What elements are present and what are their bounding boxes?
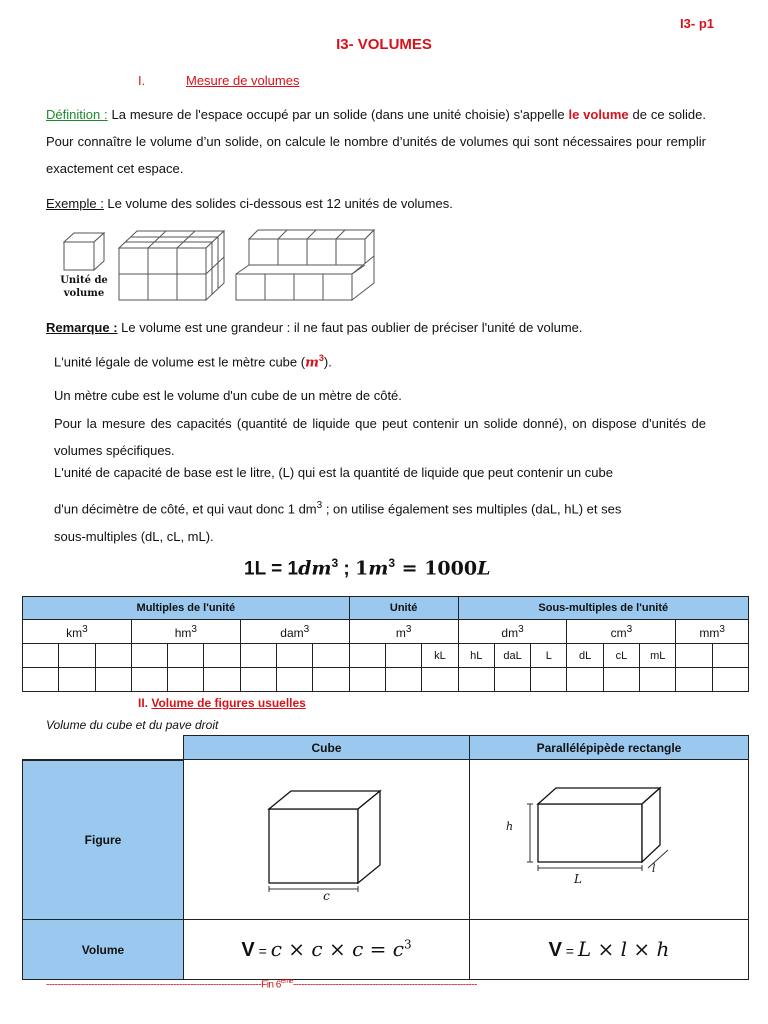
example-label: Exemple : — [46, 196, 104, 211]
cap-kL: kL — [422, 644, 458, 668]
section-1-title: Mesure de volumes — [186, 73, 300, 88]
remark-line — [46, 320, 583, 335]
legal-unit-close: ). — [323, 354, 332, 370]
column-box: Parallélépipède rectangle — [470, 736, 749, 760]
paragraph-5: sous-multiples (dL, cL, mL). — [54, 529, 214, 544]
footer-right: ----------------------------------------------------------------- — [292, 979, 477, 991]
paragraph-2: Pour la mesure des capacités (quantité de liquide que peut contenir un solide donné), on dispose d'unités de volumes spécifiques. — [54, 416, 706, 458]
footer-sup: ème — [280, 978, 293, 985]
header-multiples: Multiples de l'unité — [23, 597, 350, 620]
unit-volume-caption-line-2: volume — [63, 288, 105, 299]
paragraph-4 — [54, 500, 621, 516]
cube-volume-formula — [184, 920, 470, 980]
box-figure-cell — [470, 760, 749, 920]
formula-dm: dm — [298, 557, 332, 580]
legal-unit-exponent: 3 — [318, 353, 324, 363]
cube-diagram — [257, 776, 397, 896]
unit-km3: $km^3$ — [23, 620, 132, 644]
cap-daL: daL — [494, 644, 530, 668]
solid-12-cubes-b — [236, 230, 374, 300]
section-2-subtitle: Volume du cube et du pave droit — [46, 718, 219, 732]
example-text: Le volume des solides ci-dessous est 12 unités de volumes. — [103, 196, 453, 211]
footer-line — [46, 978, 736, 990]
paragraph-4-a: d'un décimètre de côté, et qui vaut donc 1 dm — [54, 501, 317, 517]
formula-left: 1L = 1 — [244, 558, 299, 580]
page-title: I3- VOLUMES — [336, 36, 432, 53]
formula-exp2: 3 — [388, 556, 396, 570]
box-width-label: l — [652, 862, 656, 875]
blank-row — [23, 668, 749, 692]
row-volume-label: Volume — [23, 920, 184, 980]
definition-paragraph — [46, 101, 706, 182]
unit-cube-icon — [64, 233, 104, 270]
formula-m: m — [368, 557, 389, 580]
remark-text: Le volume est une grandeur : il ne faut pas oublier de préciser l'unité de volume. — [117, 320, 583, 335]
capacity-row — [23, 644, 749, 668]
box-formula-V: V — [548, 939, 562, 961]
cap-cL: cL — [603, 644, 639, 668]
legal-unit-symbol: m — [305, 355, 319, 371]
box-length-label: L — [574, 872, 582, 886]
section-1-number: I. — [138, 73, 146, 88]
remark-label: Remarque : — [46, 320, 118, 335]
formula-one: 1 — [355, 557, 369, 580]
section-2-heading — [138, 696, 306, 710]
unit-m3: $m^3$ — [349, 620, 458, 644]
row-figure-label: Figure — [23, 760, 184, 920]
figures-table — [22, 735, 749, 980]
formula-sep: ; — [338, 558, 356, 580]
cube-formula-exp: 3 — [403, 937, 412, 952]
legal-unit-line — [54, 353, 332, 370]
formula-L: L — [477, 557, 491, 580]
footer-left: ----------------------------------------------------------------------------Fin 6 — [46, 979, 281, 991]
legal-unit-text: L'unité légale de volume est le mètre cube ( — [54, 354, 306, 370]
definition-text-1: La mesure de l'espace occupé par un solide (dans une unité choisie) s'appelle — [107, 107, 569, 122]
cap-mL: mL — [640, 644, 676, 668]
units-conversion-table — [22, 596, 749, 692]
unit-hm3: $hm^3$ — [131, 620, 240, 644]
cube-figure-cell — [184, 760, 470, 920]
cap-dL: dL — [567, 644, 603, 668]
conversion-formula — [244, 556, 490, 580]
example-line — [46, 196, 453, 211]
solid-12-cubes-a — [119, 231, 224, 300]
box-diagram — [524, 778, 694, 898]
unit-volume-caption-line-1: Unité de — [60, 275, 108, 286]
header-unit: Unité — [349, 597, 458, 620]
box-formula-eq: = — [561, 943, 578, 959]
paragraph-4-exponent: 3 — [316, 500, 323, 511]
formula-exp: 3 — [331, 556, 339, 570]
cube-edge-label: c — [323, 889, 330, 903]
cube-formula-eq: = — [254, 943, 271, 959]
page-reference: I3- p1 — [680, 16, 714, 31]
definition-label: Définition : — [46, 107, 108, 122]
paragraph-3: L'unité de capacité de base est le litre, (L) qui est la quantité de liquide que peut contenir un cube — [54, 465, 613, 480]
column-cube: Cube — [184, 736, 470, 760]
unit-mm3: $mm^3$ — [676, 620, 749, 644]
cap-hL: hL — [458, 644, 494, 668]
definition-highlight: le volume — [568, 107, 629, 122]
formula-eq: = 1000 — [395, 557, 478, 580]
paragraph-1: Un mètre cube est le volume d'un cube de un mètre de côté. — [54, 388, 402, 403]
cap-L: L — [531, 644, 567, 668]
paragraph-4-b: ; on utilise également ses multiples (daL, hL) et ses — [322, 501, 622, 517]
box-volume-formula — [470, 920, 749, 980]
section-2-title: Volume de figures usuelles — [151, 696, 306, 710]
unit-cm3: $cm^3$ — [567, 620, 676, 644]
cube-formula-expr: c × c × c = c — [270, 937, 404, 961]
cube-formula-V: V — [241, 939, 255, 961]
header-submultiples: Sous-multiples de l'unité — [458, 597, 748, 620]
box-height-label: h — [506, 820, 514, 833]
unit-volume-caption — [50, 274, 118, 300]
box-formula-expr: L × l × h — [577, 937, 670, 961]
definition-text-2: de ce solide. Pour connaître le volume d’un solide, on calcule le nombre d’unités de volumes qui sont nécessaires pour remplir exactement cet espace. — [46, 107, 707, 176]
section-2-number: II. — [138, 696, 149, 710]
unit-dm3: $dm^3$ — [458, 620, 567, 644]
unit-dam3: dam$^3$ — [240, 620, 349, 644]
